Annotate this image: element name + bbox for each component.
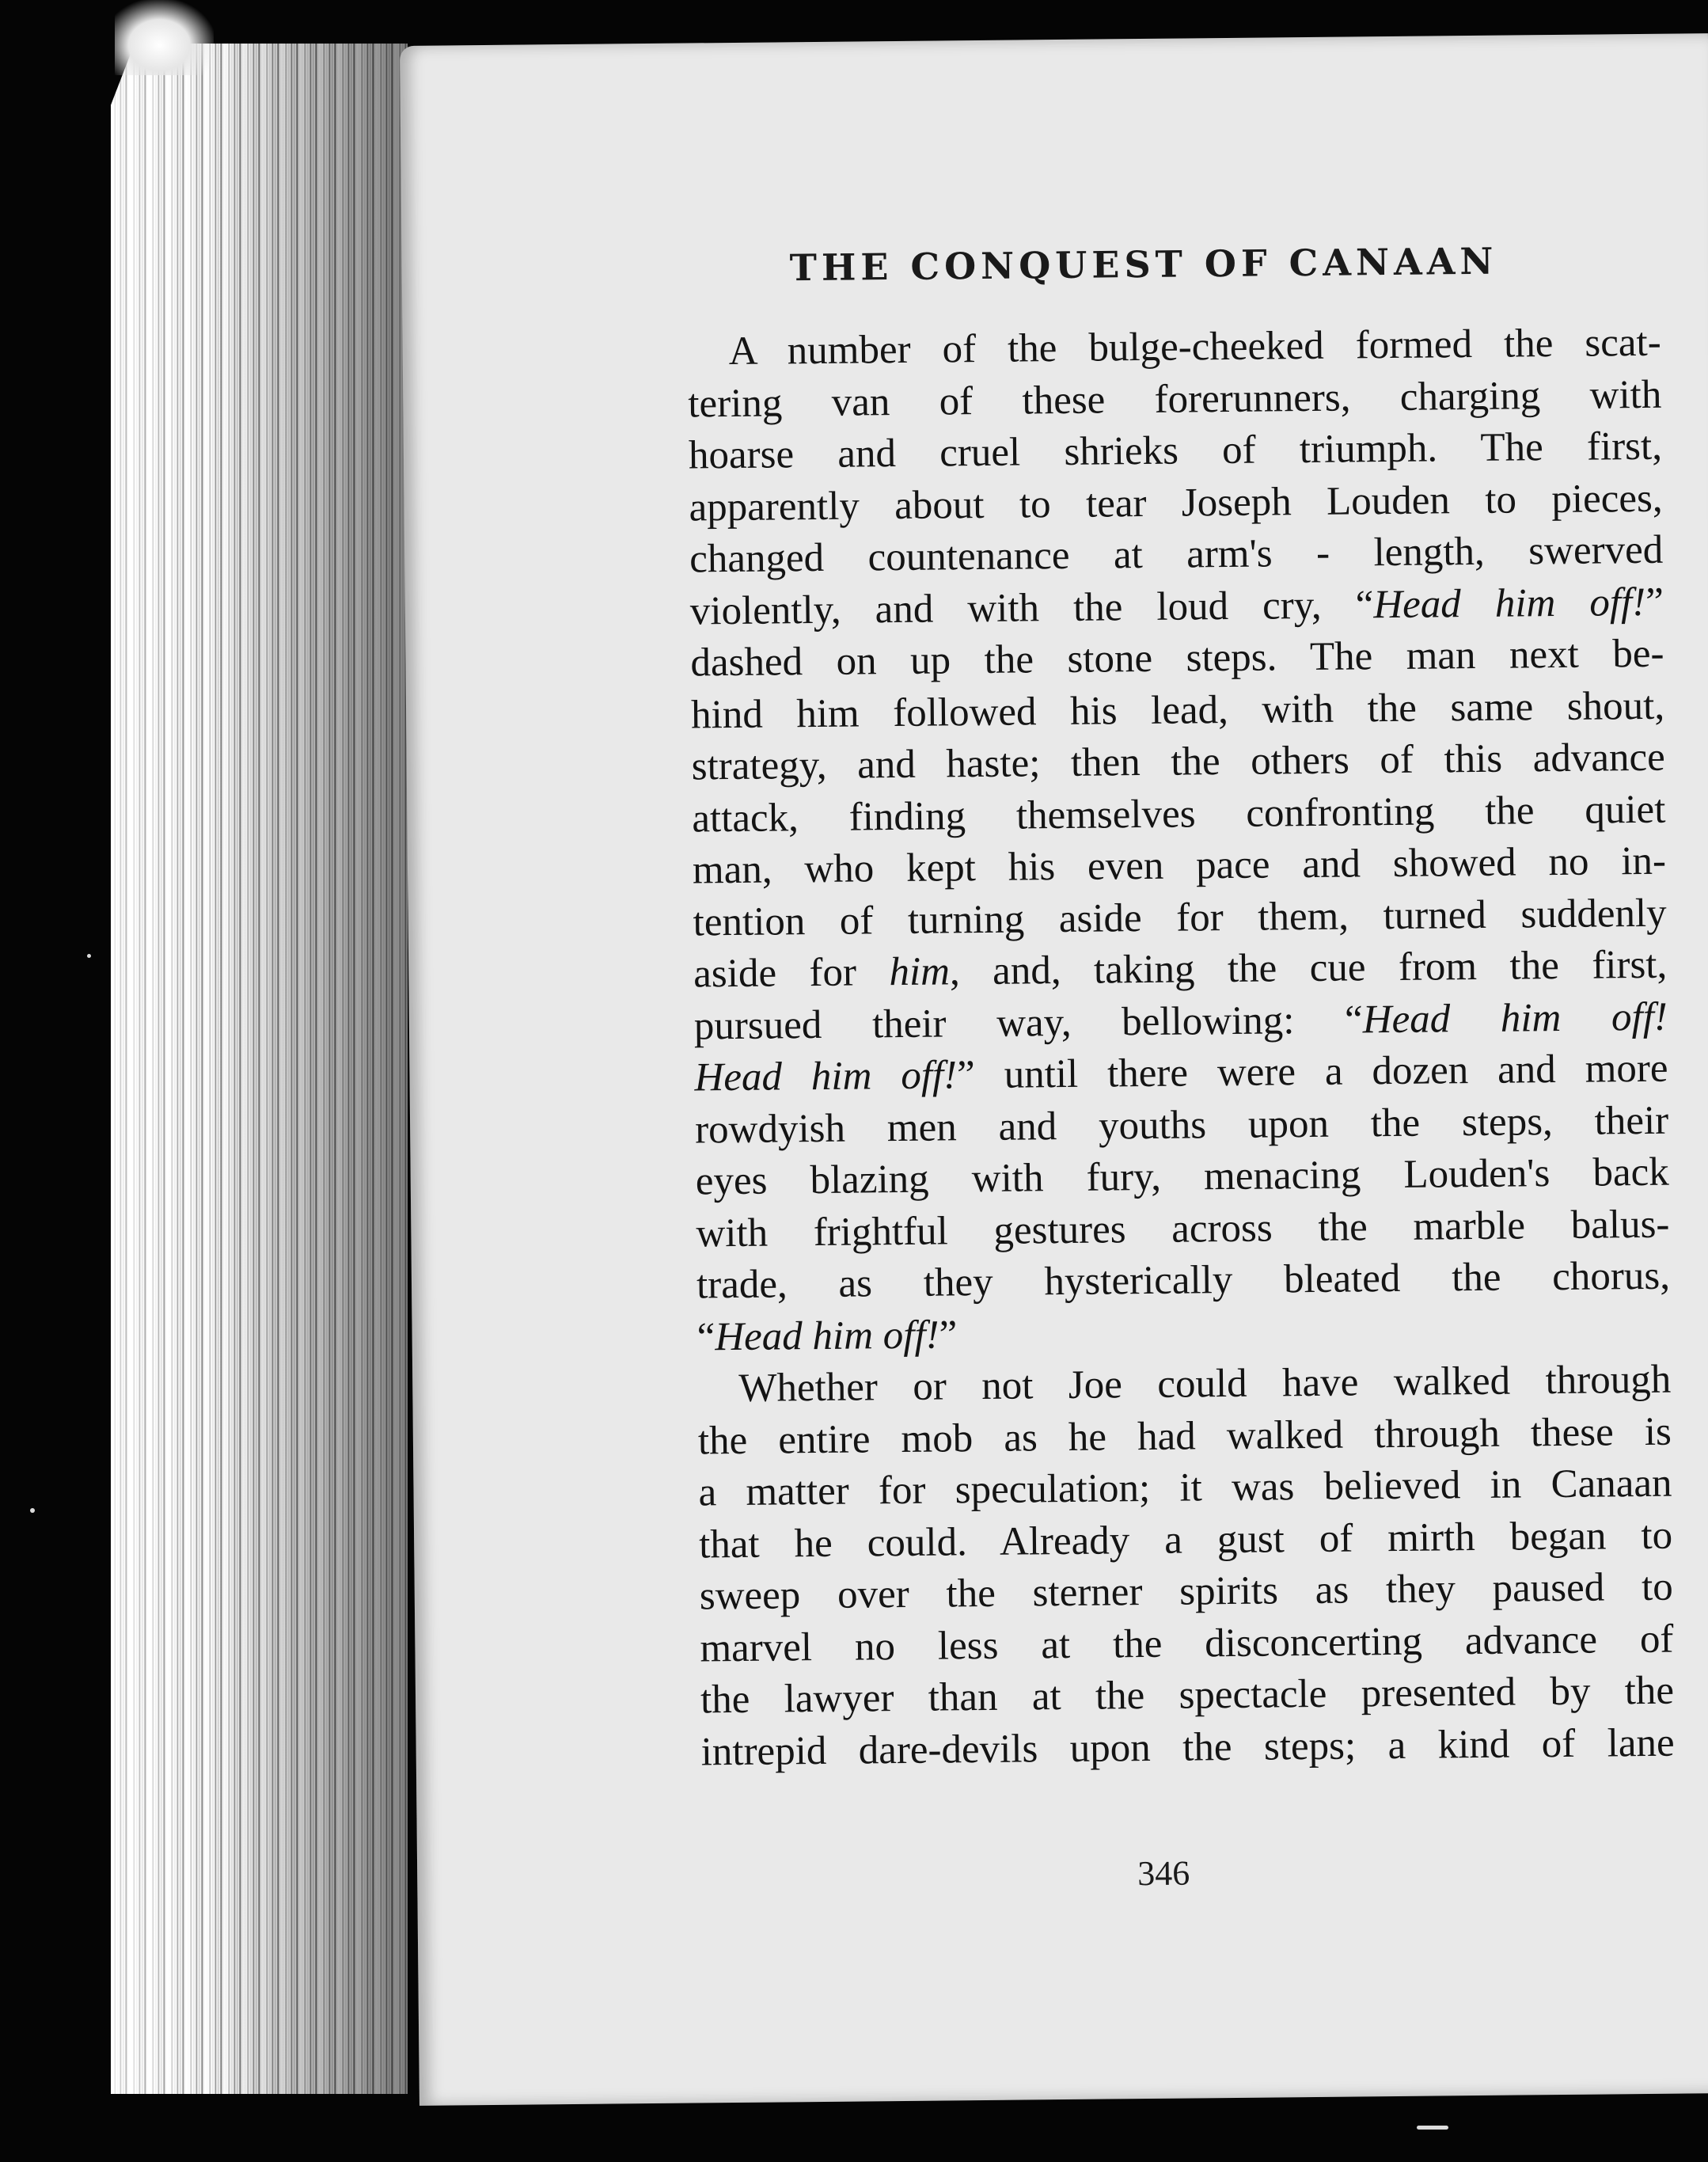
text-line: strategy, and haste; then the others of this advance	[691, 735, 1665, 789]
page-number: 346	[1137, 1853, 1190, 1894]
book-page	[400, 33, 1708, 2106]
running-head: THE CONQUEST OF CANAAN	[789, 239, 1498, 290]
dust-speck	[30, 1508, 35, 1513]
text-line: marvel no less at the disconcerting advance of	[700, 1617, 1674, 1670]
text-line: hoarse and cruel shrieks of triumph. The first,	[688, 424, 1663, 478]
text-line: violently, and with the loud cry, “Head him off!”	[689, 579, 1664, 634]
text-line: aside for him, and, taking the cue from the first,	[693, 942, 1668, 997]
text-line: eyes blazing with fury, menacing Louden's back	[695, 1149, 1669, 1204]
text-line: that he could. Already a gust of mirth began to	[698, 1513, 1673, 1567]
text-line: “Head him off!”	[696, 1312, 958, 1359]
text-line: dashed on up the stone steps. The man next be-	[690, 631, 1664, 686]
dust-speck	[1417, 2126, 1448, 2130]
frayed-corner	[115, 0, 214, 75]
text-line: attack, finding themselves confronting the quiet	[692, 787, 1666, 841]
text-line: tention of turning aside for them, turned suddenly	[693, 891, 1667, 944]
text-line: intrepid dare-devils upon the steps; a kind of lane	[700, 1720, 1675, 1774]
text-line: Head him off!” until there were a dozen and more	[694, 1046, 1668, 1100]
body-text	[687, 317, 1675, 1779]
text-line: hind him followed his lead, with the same shout,	[690, 683, 1665, 738]
text-line: Whether or not Joe could have walked through	[738, 1357, 1672, 1411]
text-line: pursued their way, bellowing: “Head him off!	[693, 994, 1668, 1048]
text-line: man, who kept his even pace and showed no in-	[692, 838, 1667, 893]
dust-speck	[87, 954, 91, 958]
text-line: trade, as they hysterically bleated the chorus,	[696, 1253, 1671, 1308]
text-line: changed countenance at arm's - length, swerved	[689, 527, 1664, 582]
text-line: a matter for speculation; it was believed in Canaan	[698, 1461, 1672, 1515]
text-line: tering van of these forerunners, charging with	[688, 372, 1662, 427]
text-line: A number of the bulge-cheeked formed the scat-	[728, 320, 1661, 374]
text-line: rowdyish men and youths upon the steps, their	[694, 1098, 1669, 1152]
text-line: apparently about to tear Joseph Louden to pieces,	[689, 476, 1663, 530]
book-page-edges	[111, 44, 408, 2094]
text-line: the lawyer than at the spectacle presented by the	[700, 1668, 1675, 1723]
text-line: sweep over the sterner spirits as they paused to	[699, 1564, 1674, 1619]
text-line: with frightful gestures across the marble balus-	[696, 1202, 1670, 1256]
text-line: the entire mob as he had walked through these is	[697, 1409, 1672, 1463]
